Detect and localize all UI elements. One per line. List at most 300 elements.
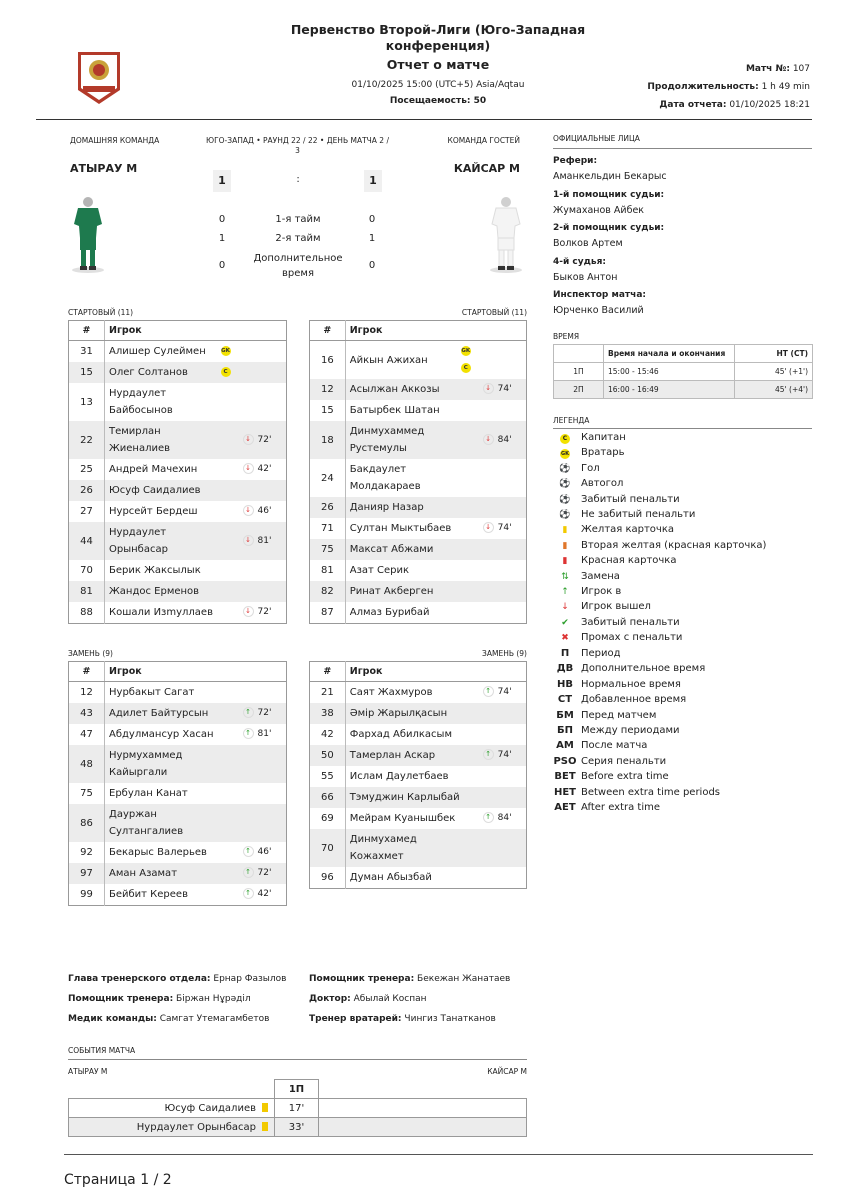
legend-item xyxy=(553,430,626,445)
player-event: ↓ 74' xyxy=(483,518,527,539)
table-row xyxy=(69,682,287,704)
period-label: 1-я тайм xyxy=(275,214,321,225)
table-row xyxy=(310,400,527,421)
table-row xyxy=(310,560,527,581)
player-number: 55 xyxy=(310,766,346,787)
player-event: ↑ 74' xyxy=(483,682,527,704)
legend-item xyxy=(553,569,620,584)
staff-item: Помощник тренера: Бекежан Жанатаев xyxy=(309,974,511,984)
player-name: Кошали Изmуллаев xyxy=(109,607,213,618)
player-number: 43 xyxy=(69,703,105,724)
yellow-card-icon xyxy=(262,1122,268,1131)
federation-logo xyxy=(74,48,124,106)
player-event xyxy=(483,560,527,581)
player-number: 50 xyxy=(310,745,346,766)
captain-icon: C xyxy=(461,363,471,373)
player-badges xyxy=(221,560,243,581)
legend-abbr: BET xyxy=(554,771,576,783)
player-number: 26 xyxy=(310,497,346,518)
player-number: 71 xyxy=(310,518,346,539)
table-row xyxy=(310,497,527,518)
player-event xyxy=(483,497,527,518)
table-row xyxy=(69,783,287,804)
legend-text: Желтая карточка xyxy=(581,524,674,536)
yellow-card-icon xyxy=(262,1103,268,1112)
table-row xyxy=(69,602,287,624)
player-badges xyxy=(221,480,243,501)
legend-item xyxy=(553,461,600,476)
legend-text: Before extra time xyxy=(581,771,669,783)
player-event: ↑ 72' xyxy=(243,703,287,724)
table-row xyxy=(69,703,287,724)
table-row xyxy=(310,421,527,459)
officials-divider xyxy=(553,148,812,149)
legend-item xyxy=(553,708,656,723)
player-out-icon: ↓ xyxy=(483,383,494,394)
player-in-icon: ↑ xyxy=(243,888,254,899)
legend-item xyxy=(553,738,647,753)
away-score: 1 xyxy=(364,170,382,192)
legend-abbr: НВ xyxy=(557,678,573,690)
period-home-score: 1 xyxy=(218,233,226,244)
player-name: Алмаз Бурибай xyxy=(349,607,430,618)
table-row xyxy=(310,703,527,724)
player-name: Нурмухаммед Кайыргали xyxy=(105,745,221,783)
table-row xyxy=(310,581,527,602)
player-number: 99 xyxy=(69,884,105,906)
table-row xyxy=(310,766,527,787)
player-name: Думан Абызбай xyxy=(349,872,432,883)
legend-text: Забитый пенальти xyxy=(581,493,680,505)
player-event xyxy=(483,703,527,724)
player-name: Бакдаулет Молдакараев xyxy=(349,464,421,492)
home-start-label: СТАРТОВЫЙ (11) xyxy=(68,308,134,317)
table-row xyxy=(310,787,527,808)
legend-abbr: П xyxy=(560,648,570,659)
table-row xyxy=(310,808,527,829)
goal-icon: ⚽ xyxy=(559,463,571,474)
legend-text: Автогол xyxy=(581,478,624,490)
player-in-icon: ↑ xyxy=(243,846,254,857)
table-row xyxy=(69,383,287,421)
player-number: 27 xyxy=(69,501,105,522)
red-card-icon: ▮ xyxy=(562,556,568,567)
legend-item xyxy=(553,615,680,630)
player-name: Тэмуджин Карлыбай xyxy=(345,787,461,808)
player-name: Аман Азамат xyxy=(105,863,221,884)
home-label: ДОМАШНЯЯ КОМАНДА xyxy=(70,136,160,145)
table-row xyxy=(69,560,287,581)
captain-icon: C xyxy=(560,434,570,444)
player-name: Динмухаммед Рустемулы xyxy=(345,421,461,459)
col-number: # xyxy=(310,662,346,682)
time-range: 16:00 - 16:49 xyxy=(604,381,735,399)
score-separator: : xyxy=(296,174,300,185)
player-event: ↓ 74' xyxy=(483,379,527,400)
legend-abbr: СТ xyxy=(557,694,573,706)
player-badges xyxy=(221,602,243,624)
player-number: 70 xyxy=(69,560,105,581)
official-role: 1-й помощник судьи: xyxy=(553,189,665,200)
events-divider xyxy=(68,1059,527,1060)
substitution-icon: ⇅ xyxy=(561,571,569,582)
cross-icon: ✖ xyxy=(561,633,569,644)
penalty-scored-icon: ⚽ xyxy=(559,494,571,505)
player-number: 66 xyxy=(310,787,346,808)
player-badges xyxy=(221,703,243,724)
player-event: ↑ 74' xyxy=(483,745,527,766)
period-home-score: 0 xyxy=(218,260,226,271)
staff-item: Глава тренерского отдела: Ернар Фазылов xyxy=(68,974,287,984)
table-row xyxy=(310,518,527,539)
player-event xyxy=(483,724,527,745)
legend-text: Промах с пенальти xyxy=(581,632,683,644)
table-row xyxy=(69,745,287,783)
legend-item xyxy=(553,584,621,599)
away-start-table xyxy=(309,320,527,624)
col-player: Игрок xyxy=(345,662,526,682)
player-badges xyxy=(221,383,243,421)
player-badges xyxy=(461,766,483,787)
player-badges xyxy=(221,724,243,745)
events-home: АТЫРАУ М xyxy=(68,1067,108,1076)
player-badges xyxy=(221,581,243,602)
table-row xyxy=(69,501,287,522)
match-number: Матч №: 107 xyxy=(745,64,810,74)
player-in-icon: ↑ xyxy=(243,728,254,739)
player-number: 92 xyxy=(69,842,105,863)
legend-item xyxy=(553,661,705,676)
official-name: Аманкельдин Бекарыс xyxy=(553,171,667,182)
player-out-icon: ↓ xyxy=(243,434,254,445)
player-name: Батырбек Шатан xyxy=(349,405,440,416)
events-period: 1П xyxy=(275,1080,319,1099)
table-row xyxy=(69,863,287,884)
player-number: 15 xyxy=(69,362,105,383)
player-badges xyxy=(221,362,243,383)
home-subs-label: ЗАМЕНЬ (9) xyxy=(68,649,113,658)
player-number: 16 xyxy=(310,341,346,380)
player-name: Мейрам Куанышбек xyxy=(349,813,456,824)
col-player: Игрок xyxy=(105,662,287,682)
legend-text: Нормальное время xyxy=(581,678,681,690)
legend-item xyxy=(553,599,651,614)
table-row xyxy=(69,341,287,363)
home-kit-icon xyxy=(70,194,106,278)
legend-text: Между периодами xyxy=(581,725,680,736)
col-number: # xyxy=(69,662,105,682)
player-name: Максат Абжами xyxy=(345,539,461,560)
player-event xyxy=(483,400,527,421)
player-event xyxy=(483,602,527,624)
table-row xyxy=(310,341,527,380)
table-row xyxy=(69,884,287,906)
player-badges xyxy=(461,379,483,400)
legend-abbr: PSO xyxy=(553,755,577,767)
player-badges xyxy=(461,703,483,724)
player-event: ↓ 81' xyxy=(243,522,287,560)
official-name: Быков Антон xyxy=(553,271,618,283)
own-goal-icon: ⚽ xyxy=(559,479,571,490)
attendance: Посещаемость: 50 xyxy=(389,96,487,106)
legend-title: ЛЕГЕНДА xyxy=(553,416,590,425)
player-event xyxy=(483,459,527,497)
player-name: Ринат Акберген xyxy=(345,581,461,602)
player-in-icon: ↑ xyxy=(483,812,494,823)
player-event xyxy=(243,682,287,704)
player-badges xyxy=(461,787,483,808)
staff-item: Тренер вратарей: Чингиз Танатканов xyxy=(309,1014,496,1024)
player-number: 75 xyxy=(69,783,105,804)
player-name: Темирлан Жиеналиев xyxy=(105,421,221,459)
player-event: ↓ 84' xyxy=(483,421,527,459)
player-name: Әмір Жарылқасын xyxy=(345,703,461,724)
player-name: Андрей Мачехин xyxy=(109,464,198,475)
player-out-icon: ↓ xyxy=(561,602,569,613)
legend-item xyxy=(553,646,621,661)
staff-item: Помощник тренера: Біржан Нұрәділ xyxy=(68,994,251,1004)
legend-text: Гол xyxy=(581,462,600,474)
player-badges xyxy=(221,783,243,804)
player-number: 12 xyxy=(69,682,105,704)
player-number: 97 xyxy=(69,863,105,884)
player-event: ↑ 84' xyxy=(483,808,527,829)
time-col-ht: HT (CT) xyxy=(735,345,813,363)
away-label: КОМАНДА ГОСТЕЙ xyxy=(447,136,520,145)
home-start-table xyxy=(68,320,287,624)
table-row xyxy=(69,362,287,383)
period-away-score: 0 xyxy=(368,214,376,225)
away-subs-label: ЗАМЕНЬ (9) xyxy=(482,649,527,658)
player-name: Ислам Даулетбаев xyxy=(349,771,449,782)
player-event xyxy=(483,341,527,380)
legend-text: После матча xyxy=(581,740,648,752)
legend-abbr: HET xyxy=(553,786,577,798)
player-in-icon: ↑ xyxy=(483,686,494,697)
player-number: 69 xyxy=(310,808,346,829)
player-badges xyxy=(461,581,483,602)
player-event xyxy=(243,480,287,501)
legend-item xyxy=(553,630,682,645)
round-info: ЮГО-ЗАПАД • РАУНД 22 / 22 • ДЕНЬ МАТЧА 2 / 3 xyxy=(205,136,389,155)
col-number: # xyxy=(310,321,346,341)
player-badges xyxy=(221,341,243,363)
legend-divider xyxy=(553,428,812,429)
legend-text: Добавленное время xyxy=(581,694,687,706)
player-number: 81 xyxy=(69,581,105,602)
player-event: ↓ 72' xyxy=(243,421,287,459)
player-number: 13 xyxy=(69,383,105,421)
player-name: Фархад Абилкасым xyxy=(349,729,452,740)
player-number: 75 xyxy=(310,539,346,560)
player-badges xyxy=(461,602,483,624)
table-row xyxy=(69,522,287,560)
period-away-score: 0 xyxy=(368,260,376,271)
player-event xyxy=(243,341,287,363)
legend-abbr: АМ xyxy=(556,740,574,752)
legend-item xyxy=(553,769,669,784)
player-event: ↓ 72' xyxy=(243,602,287,624)
player-badges xyxy=(221,459,243,480)
player-out-icon: ↓ xyxy=(243,535,254,546)
player-number: 81 xyxy=(310,560,346,581)
legend-text: Красная карточка xyxy=(581,555,677,567)
time-ht: 45' (+4') xyxy=(735,381,813,399)
player-badges xyxy=(461,724,483,745)
player-name: Азат Серик xyxy=(349,565,410,576)
player-badges xyxy=(221,745,243,783)
legend-text: Игрок вышел xyxy=(581,601,651,613)
player-number: 38 xyxy=(310,703,346,724)
home-team-name: АТЫРАУ М xyxy=(70,162,138,175)
legend-abbr: ДВ xyxy=(556,663,574,675)
table-row xyxy=(69,581,287,602)
legend-item xyxy=(553,507,695,522)
player-number: 21 xyxy=(310,682,346,704)
player-badges xyxy=(221,682,243,704)
period-label: 2-я тайм xyxy=(275,233,321,244)
player-name: Айкын Ажихан xyxy=(349,354,428,366)
player-number: 15 xyxy=(310,400,346,421)
player-number: 82 xyxy=(310,581,346,602)
events-away: КАЙСАР М xyxy=(487,1067,527,1076)
player-badges xyxy=(461,400,483,421)
player-number: 88 xyxy=(69,602,105,624)
away-subs-table xyxy=(309,661,527,889)
legend-abbr: AET xyxy=(554,802,576,813)
legend-item xyxy=(553,754,666,769)
player-badges xyxy=(221,501,243,522)
event-minute: 17' xyxy=(275,1099,319,1118)
player-name: Данияр Назар xyxy=(345,497,461,518)
player-name: Нурдаулет Байбосынов xyxy=(109,388,173,416)
time-title: ВРЕМЯ xyxy=(553,332,580,341)
player-name: Дауржан Султангалиев xyxy=(105,804,221,842)
player-out-icon: ↓ xyxy=(243,463,254,474)
legend-item xyxy=(553,445,625,460)
event-player: Нурдаулет Орынбасар xyxy=(69,1118,275,1137)
official-name: Юрченко Василий xyxy=(553,305,644,316)
player-event: ↑ 81' xyxy=(243,724,287,745)
player-badges xyxy=(461,808,483,829)
legend-text: Between extra time periods xyxy=(581,786,721,798)
legend-text: Не забитый пенальти xyxy=(581,509,696,520)
player-badges xyxy=(461,518,483,539)
player-number: 25 xyxy=(69,459,105,480)
time-range: 15:00 - 15:46 xyxy=(604,363,735,381)
player-number: 70 xyxy=(310,829,346,867)
check-icon: ✔ xyxy=(561,617,569,628)
time-period: 2П xyxy=(554,381,604,399)
event-minute: 33' xyxy=(275,1118,319,1137)
player-badges xyxy=(221,421,243,459)
player-number: 47 xyxy=(69,724,105,745)
goalkeeper-icon: GK xyxy=(561,451,569,458)
player-out-icon: ↓ xyxy=(483,522,494,533)
player-number: 18 xyxy=(310,421,346,459)
legend-text: Вратарь xyxy=(581,447,625,459)
time-period: 1П xyxy=(554,363,604,381)
legend-item xyxy=(553,538,766,553)
table-row xyxy=(310,724,527,745)
official-name: Волков Артем xyxy=(553,238,623,249)
player-name: Бекарыс Валерьев xyxy=(109,847,207,858)
legend-item xyxy=(553,723,680,738)
legend-item xyxy=(553,785,720,800)
player-badges xyxy=(461,341,483,380)
period-away-score: 1 xyxy=(368,233,376,244)
table-row xyxy=(310,539,527,560)
player-event: ↓ 42' xyxy=(243,459,287,480)
legend-text: Дополнительное время xyxy=(581,663,706,675)
col-player: Игрок xyxy=(345,321,526,341)
player-number: 26 xyxy=(69,480,105,501)
header-divider xyxy=(36,119,812,120)
table-row xyxy=(69,459,287,480)
player-event xyxy=(483,581,527,602)
table-row xyxy=(69,842,287,863)
footer-divider xyxy=(64,1154,813,1155)
player-name: Бейбит Кереев xyxy=(109,889,188,900)
player-event xyxy=(243,804,287,842)
legend-item xyxy=(553,677,681,692)
away-start-label: СТАРТОВЫЙ (11) xyxy=(461,308,527,317)
player-badges xyxy=(461,539,483,560)
player-in-icon: ↑ xyxy=(561,587,569,597)
official-role: 2-й помощник судьи: xyxy=(553,223,665,233)
table-row xyxy=(310,682,527,704)
official-role: Инспектор матча: xyxy=(553,290,646,300)
player-out-icon: ↓ xyxy=(243,505,254,516)
player-number: 86 xyxy=(69,804,105,842)
player-in-icon: ↑ xyxy=(483,749,494,760)
player-event xyxy=(483,867,527,889)
player-event: ↑ 72' xyxy=(243,863,287,884)
player-badges xyxy=(221,522,243,560)
player-badges xyxy=(461,421,483,459)
period-label: Дополнительное время xyxy=(253,253,343,279)
legend-text: Вторая желтая (красная карточка) xyxy=(581,539,767,551)
player-badges xyxy=(221,884,243,906)
legend-item xyxy=(553,522,674,537)
player-in-icon: ↑ xyxy=(243,867,254,878)
player-event xyxy=(243,362,287,383)
player-number: 96 xyxy=(310,867,346,889)
yellow-card-icon: ▮ xyxy=(562,525,568,536)
away-team-name: КАЙСАР М xyxy=(453,162,520,175)
home-subs-table xyxy=(68,661,287,906)
player-number: 31 xyxy=(69,341,105,363)
player-badges xyxy=(461,560,483,581)
home-score: 1 xyxy=(213,170,231,192)
player-number: 24 xyxy=(310,459,346,497)
player-event xyxy=(483,829,527,867)
table-row xyxy=(310,379,527,400)
col-player: Игрок xyxy=(105,321,287,341)
table-row xyxy=(310,602,527,624)
player-number: 42 xyxy=(310,724,346,745)
table-row xyxy=(69,480,287,501)
events-title: СОБЫТИЯ МАТЧА xyxy=(68,1046,136,1055)
match-duration: Продолжительность: 1 h 49 min xyxy=(647,82,810,92)
legend-text: Капитан xyxy=(581,432,626,443)
player-name: Юсуф Саидалиев xyxy=(105,480,221,501)
player-name: Берик Жаксылык xyxy=(109,565,201,576)
player-badges xyxy=(461,745,483,766)
legend-item xyxy=(553,476,623,491)
away-kit-icon xyxy=(488,194,524,278)
time-col-range: Время начала и окончания xyxy=(604,345,735,363)
